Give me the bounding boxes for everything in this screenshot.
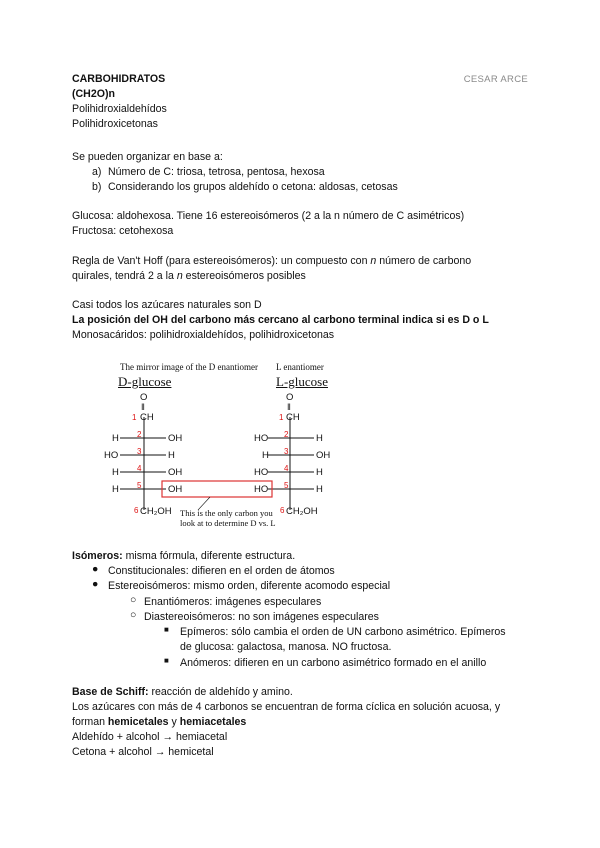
l-oxygen: O [286, 392, 294, 403]
list-item: Considerando los grupos aldehído o cetona: aldosas, cetosas [108, 181, 398, 193]
l-ho: HO [254, 433, 269, 444]
hemiketal-reaction: Cetona + alcohol → hemicetal [72, 746, 214, 758]
doc-title: CARBOHIDRATOS [72, 73, 166, 85]
organize-intro: Se pueden organizar en base a: [72, 151, 223, 163]
vanthoff-line-2: quirales, tendrá 2 a la n estereoisómeros posibles [72, 270, 306, 282]
enantiomers-item: Enantiómeros: imágenes especulares [144, 596, 322, 608]
d-h: H [112, 484, 119, 495]
d-double-bond: ‖ [141, 402, 145, 413]
epimers-item-line-1: Epímeros: sólo cambia el orden de UN carbono asimétrico. Epímeros [180, 626, 506, 638]
l-h: H [316, 433, 323, 444]
diastereoisomers-item: Diastereoisómeros: no son imágenes especulares [144, 611, 379, 623]
subtitle-aldehydes: Polihidroxialdehídos [72, 103, 167, 115]
d-h: H [112, 433, 119, 444]
d-aldehyde: CH [140, 412, 154, 423]
bullet-square: ■ [164, 625, 169, 634]
d-h: H [112, 467, 119, 478]
l-glucose-title: L-glucose [276, 374, 328, 389]
cyclic-line-1: Los azúcares con más de 4 carbonos se encuentran de forma cíclica en solución acuosa, y [72, 701, 501, 713]
bullet-square: ■ [164, 656, 169, 665]
vanthoff-line-1: Regla de Van't Hoff (para estereoisómeros): un compuesto con n número de carbono [72, 255, 472, 267]
d-ch2oh: CH₂OH [140, 506, 172, 517]
d-oh: OH [168, 433, 183, 444]
glucose-fischer-diagram [100, 360, 520, 535]
stereoisomers-item: Estereoisómeros: mismo orden, diferente acomodo especial [108, 580, 391, 592]
d-carbon-number: 5 [137, 481, 142, 490]
d-carbon-number: 3 [137, 447, 142, 456]
bullet-dot: ● [92, 578, 99, 590]
cyclic-line-2: forman hemicetales y hemiacetales [72, 716, 247, 728]
d-carbon-number: 6 [134, 506, 139, 515]
glucose-line: Glucosa: aldohexosa. Tiene 16 estereoisómeros (2 a la n número de C asimétricos) [72, 210, 465, 222]
l-carbon-number: 3 [284, 447, 289, 456]
isomers-definition: Isómeros: misma fórmula, diferente estructura. [72, 550, 296, 562]
d-glucose-title: D-glucose [118, 374, 172, 389]
list-item: Número de C: triosa, tetrosa, pentosa, hexosa [108, 166, 325, 178]
bullet-dot: ● [92, 563, 99, 575]
schiff-definition: Base de Schiff: reacción de aldehído y amino. [72, 686, 293, 698]
d-carbon-number: 1 [132, 413, 137, 422]
bullet-circle: ○ [130, 609, 137, 621]
epimers-item-line-2: de glucosa: galactosa, manosa. NO fructosa. [180, 641, 392, 653]
l-h: H [316, 467, 323, 478]
l-h: H [262, 450, 269, 461]
d-ho: HO [104, 450, 119, 461]
l-ho: HO [254, 484, 269, 495]
l-aldehyde: CH [286, 412, 300, 423]
d-h: H [168, 450, 175, 461]
l-carbon-number: 1 [279, 413, 284, 422]
author-name: CESAR ARCE [463, 74, 528, 85]
fructose-line: Fructosa: cetohexosa [72, 225, 174, 237]
d-carbon-number: 2 [137, 430, 142, 439]
d-oxygen: O [140, 392, 148, 403]
l-carbon-number: 4 [284, 464, 289, 473]
anomers-item: Anómeros: difieren en un carbono asimétrico formado en el anillo [180, 657, 487, 669]
l-double-bond: ‖ [287, 402, 291, 413]
caption-right: L enantiomer [276, 362, 324, 372]
d-sugars-line: Casi todos los azúcares naturales son D [72, 299, 262, 311]
list-marker: a) [92, 166, 102, 178]
d-carbon-number: 4 [137, 464, 142, 473]
d-l-rule: La posición del OH del carbono más cercano al carbono terminal indica si es D o L [72, 314, 489, 326]
list-marker: b) [92, 181, 102, 193]
bullet-circle: ○ [130, 594, 137, 606]
l-h: H [316, 484, 323, 495]
d-oh: OH [168, 467, 183, 478]
l-ho: HO [254, 467, 269, 478]
l-carbon-number: 2 [284, 430, 289, 439]
l-carbon-number: 5 [284, 481, 289, 490]
l-ch2oh: CH₂OH [286, 506, 318, 517]
note-line-1: This is the only carbon you [180, 508, 273, 518]
subtitle-ketones: Polihidroxicetonas [72, 118, 158, 130]
d-oh: OH [168, 484, 183, 495]
l-carbon-number: 6 [280, 506, 285, 515]
caption-left: The mirror image of the D enantiomer [120, 362, 258, 372]
constitutional-item: Constitucionales: difieren en el orden de átomos [108, 565, 335, 577]
hemiacetal-reaction: Aldehído + alcohol → hemiacetal [72, 731, 228, 743]
l-oh: OH [316, 450, 331, 461]
formula: (CH2O)n [72, 88, 115, 100]
note-line-2: look at to determine D vs. L [180, 518, 276, 528]
monosaccharides-line: Monosacáridos: polihidroxialdehídos, polihidroxicetonas [72, 329, 335, 341]
